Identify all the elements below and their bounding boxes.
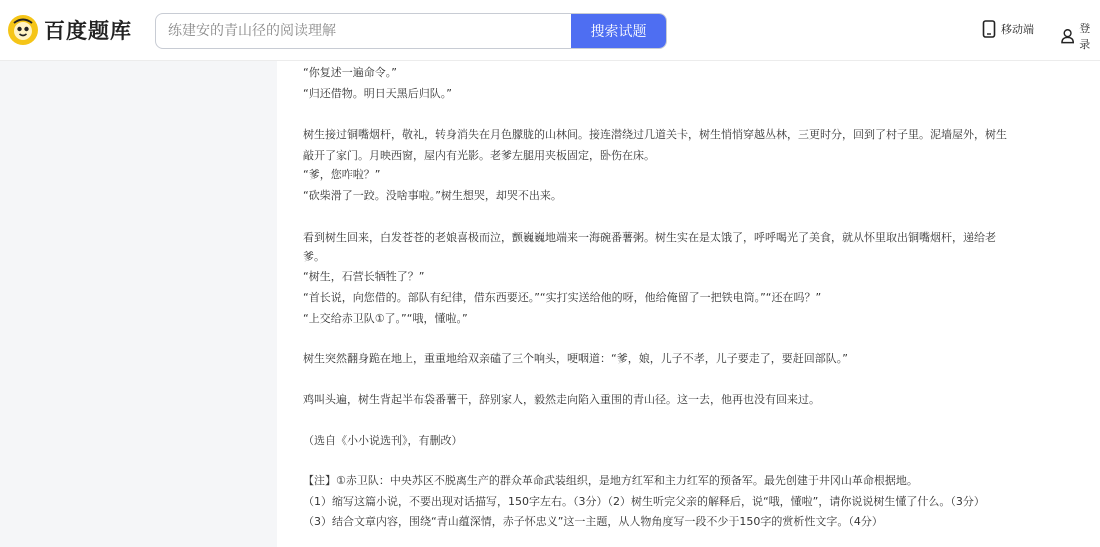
- article-line: 树生接过铜嘴烟杆，敬礼，转身消失在月色朦胧的山林间。接连潜绕过几道关卡，树生悄悄穿越丛林，三更时分，回到了村子里。泥墙屋外，树生: [303, 128, 1007, 141]
- article-line: 树生突然翻身跪在地上，重重地给双亲磕了三个响头，哽咽道：“爹，娘，儿子不孝，儿子要走了，要赶回部队。”: [303, 352, 848, 365]
- logo[interactable]: [8, 14, 132, 46]
- article-line: “爹，您咋啦？”: [303, 168, 381, 181]
- article-line: “归还借物。明日天黑后归队。”: [303, 87, 452, 100]
- login-link-label: 登录: [1079, 22, 1091, 51]
- article-line: “树生，石营长牺牲了？”: [303, 270, 425, 283]
- article-line: 爹。: [303, 250, 325, 263]
- article-line: “首长说，向您借的。部队有纪律，借东西要还。”“实打实送给他的呀，他给俺留了一把铁电筒。”“还在吗？”: [303, 291, 822, 304]
- article-line: 敲开了家门。月映西窗，屋内有光影。老爹左腿用夹板固定，卧伤在床。: [303, 149, 655, 162]
- article-line: “砍柴滑了一跤。没啥事啦。”树生想哭，却哭不出来。: [303, 189, 562, 202]
- login-link[interactable]: [1061, 20, 1100, 52]
- question-content: [277, 61, 1100, 547]
- article-line: 鸡叫头遍，树生背起半布袋番薯干，辞别家人，毅然走向陷入重围的青山径。这一去，他再也没有回来过。: [303, 393, 820, 406]
- logo-mascot-icon: [8, 15, 38, 45]
- search-box: [155, 13, 667, 49]
- source-note: （选自《小小说选刊》，有删改）: [303, 434, 463, 447]
- question-line: （3）结合文章内容，围绕“青山蕴深情，赤子怀忠义”这一主题，从人物角度写一段不少于150字的赏析性文字。（4分）: [303, 515, 883, 528]
- mobile-link[interactable]: [982, 20, 1034, 38]
- article-line: 看到树生回来，白发苍苍的老娘喜极而泣，颤巍巍地端来一海碗番薯粥。树生实在是太饿了，呼呼喝光了美食，就从怀里取出铜嘴烟杆，递给老: [303, 231, 996, 244]
- search-button[interactable]: 搜索试题: [571, 14, 666, 48]
- article-line: “上交给赤卫队①了。”“哦，懂啦。”: [303, 312, 468, 325]
- mobile-phone-icon: [982, 20, 996, 38]
- article-line: “你复述一遍命令。”: [303, 66, 397, 79]
- top-bar: [0, 0, 1100, 61]
- annotation-note: 【注】①赤卫队：中央苏区不脱离生产的群众革命武装组织，是地方红军和主力红军的预备军。最先创建于井冈山革命根据地。: [303, 474, 918, 487]
- mobile-link-label: 移动端: [1001, 23, 1034, 36]
- search-input[interactable]: [156, 14, 571, 48]
- logo-text: 百度题库: [44, 19, 132, 43]
- user-icon: [1061, 28, 1074, 44]
- left-sidebar-blank: [0, 61, 276, 547]
- question-line: （1）缩写这篇小说，不要出现对话描写，150字左右。（3分）（2）树生听完父亲的解释后，说“哦，懂啦”，请你说说树生懂了什么。（3分）: [303, 495, 985, 508]
